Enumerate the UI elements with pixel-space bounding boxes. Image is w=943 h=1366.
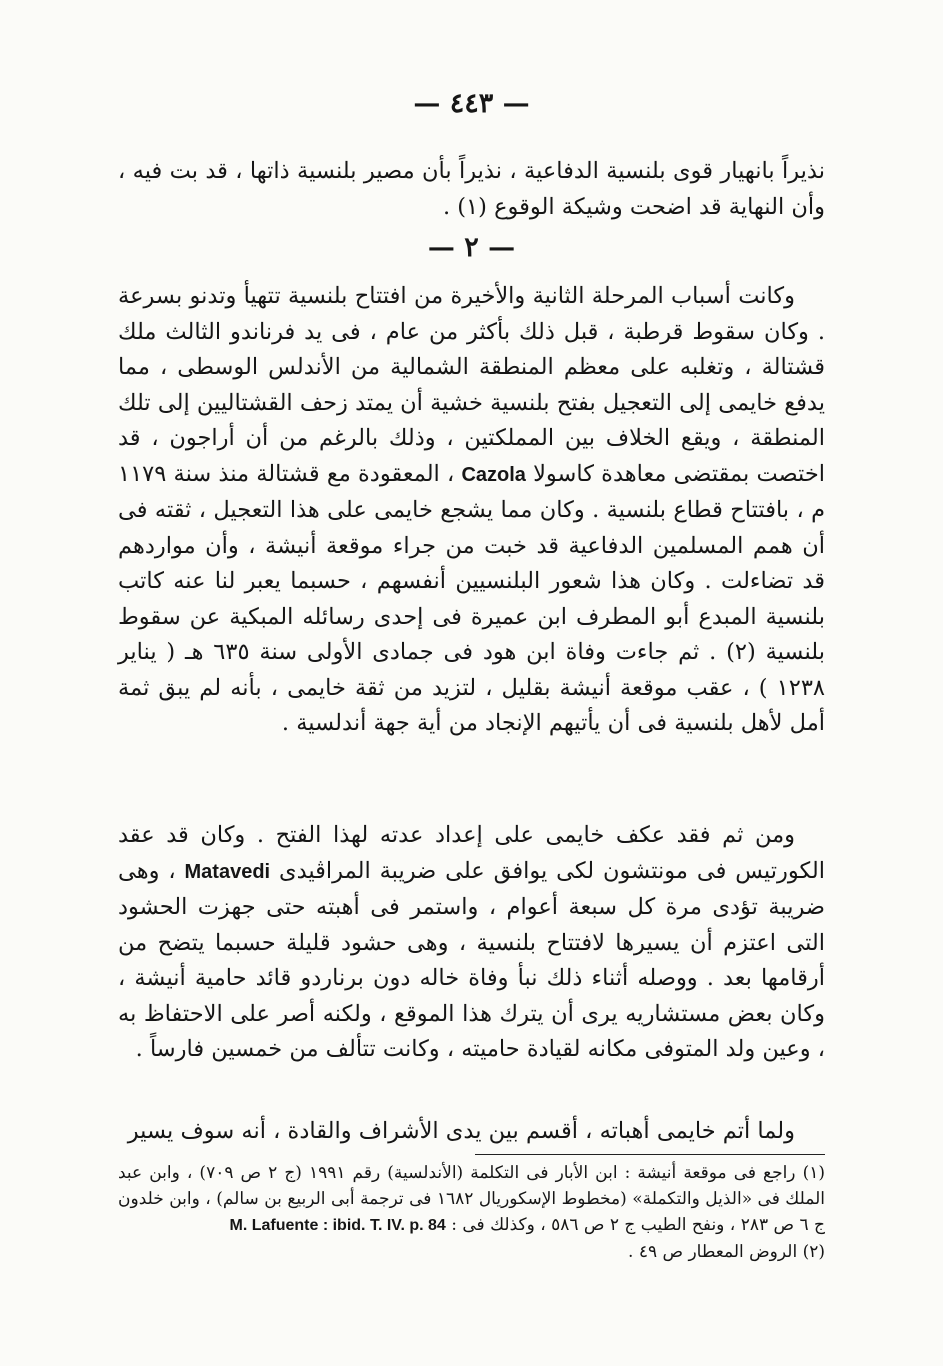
paragraph-1-latin-term: Cazola [461, 463, 526, 486]
paragraph-1-text-a: وكانت أسباب المرحلة الثانية والأخيرة من افتتاح بلنسية تتهيأ وتدنو بسرعة . وكان سقوط قرطبة ، قبل ذلك بأكثر من عام ، فى يد فرناندو الثالث ملك قشتالة ، وتغلبه على معظم المنطقة الشمالية من الأندلس الوسطى ، مما يدفع خايمى إلى التعجيل بفتح بلنسية خشية أن يمتد زحف القشتاليين إلى تلك المنطقة ، ويقع الخلاف بين المملكتين ، وذلك بالرغم من أن أراجون ، قد اختصت بمقتضى معاهدة كاسولا [118, 283, 825, 487]
paragraph-1-text-b: ، المعقودة مع قشتالة منذ سنة ١١٧٩ م ، بافتتاح قطاع بلنسية . وكان مما يشجع خايمى على هذا التعجيل ، ثقته فى أن همم المسلمين الدفاعية قد خبت من جراء موقعة أنيشة ، وأن مواردهم قد تضاءلت . وكان هذا شعور البلنسيين أنفسهم ، حسبما يعبر لنا عنه كاتب بلنسية المبدع أبو المطرف ابن عميرة فى إحدى رسائله المبكية عن سقوط بلنسية (٢) . ثم جاءت وفاة ابن هود فى جمادى الأولى سنة ٦٣٥ هـ ( يناير ١٢٣٨ ) ، عقب موقعة أنيشة بقليل ، لتزيد من ثقة خايمى ، بأنه لم يبق ثمة أمل لأهل بلنسية فى أن يأتيهم الإنجاد من أية جهة أندلسية . [118, 460, 825, 736]
footnote-1-text: (١) راجع فى موقعة أنيشة : ابن الأبار فى التكلمة (الأندلسية) رقم ١٩٩١ (ج ٢ ص ٧٠٩) ، وابن عبد الملك فى «الذيل والتكملة» (مخطوط الإسكوريال ١٦٨٢ فى ترجمة أبى الربيع بن سالم) ، وابن خلدون ج ٦ ص ٢٨٣ ، ونفح الطيب ج ٢ ص ٥٨٦ ، وكذلك فى : [118, 1163, 825, 1235]
paragraph-2 [118, 818, 825, 1068]
paragraph-2-text-b: ، وهى ضريبة تؤدى مرة كل سبعة أعوام ، واستمر فى أهبته حتى جهزت الحشود التى اعتزم أن يسيرها لافتتاح بلنسية ، وهى حشود قليلة حسبما يتضح من أرقامها بعد . ووصله أثناء ذلك نبأ وفاة خاله دون برناردو قائد حامية أنيشة ، وكان بعض مستشاريه يرى أن يترك هذا الموقع ، ولكنه أصر على الاحتفاظ به ، وعين ولد المتوفى مكانه لقيادة حاميته ، وكانت تتألف من خمسين فارساً . [118, 857, 825, 1062]
paragraph-2-text-a: ومن ثم فقد عكف خايمى على إعداد عدته لهذا الفتح . وكان قد عقد الكورتيس فى مونتشون لكى يوافق على ضريبة المراڤيدى [118, 822, 825, 884]
paragraph-2-latin-term: Matavedi [184, 860, 271, 883]
footnote-1 [118, 1160, 825, 1239]
footnote-divider [475, 1154, 825, 1155]
intro-paragraph: نذيراً بانهيار قوى بلنسية الدفاعية ، نذيراً بأن مصير بلنسية ذاتها ، قد بت فيه ، وأن النهاية قد اضحت وشيكة الوقوع (١) . [118, 158, 825, 220]
paragraph-3: ولما أتم خايمى أهباته ، أقسم بين يدى الأشراف والقادة ، أنه سوف يسير [127, 1118, 795, 1144]
paragraph-1 [118, 279, 825, 742]
footnote-1-latin-ref: M. Lafuente : ibid. T. IV. p. 84 [229, 1217, 446, 1234]
page-number: — ٤٤٣ — [413, 88, 530, 119]
footnote-2: (٢) الروض المعطار ص ٤٩ . [628, 1242, 825, 1262]
footnotes [118, 1160, 825, 1265]
section-number: — ٢ — [427, 232, 516, 263]
